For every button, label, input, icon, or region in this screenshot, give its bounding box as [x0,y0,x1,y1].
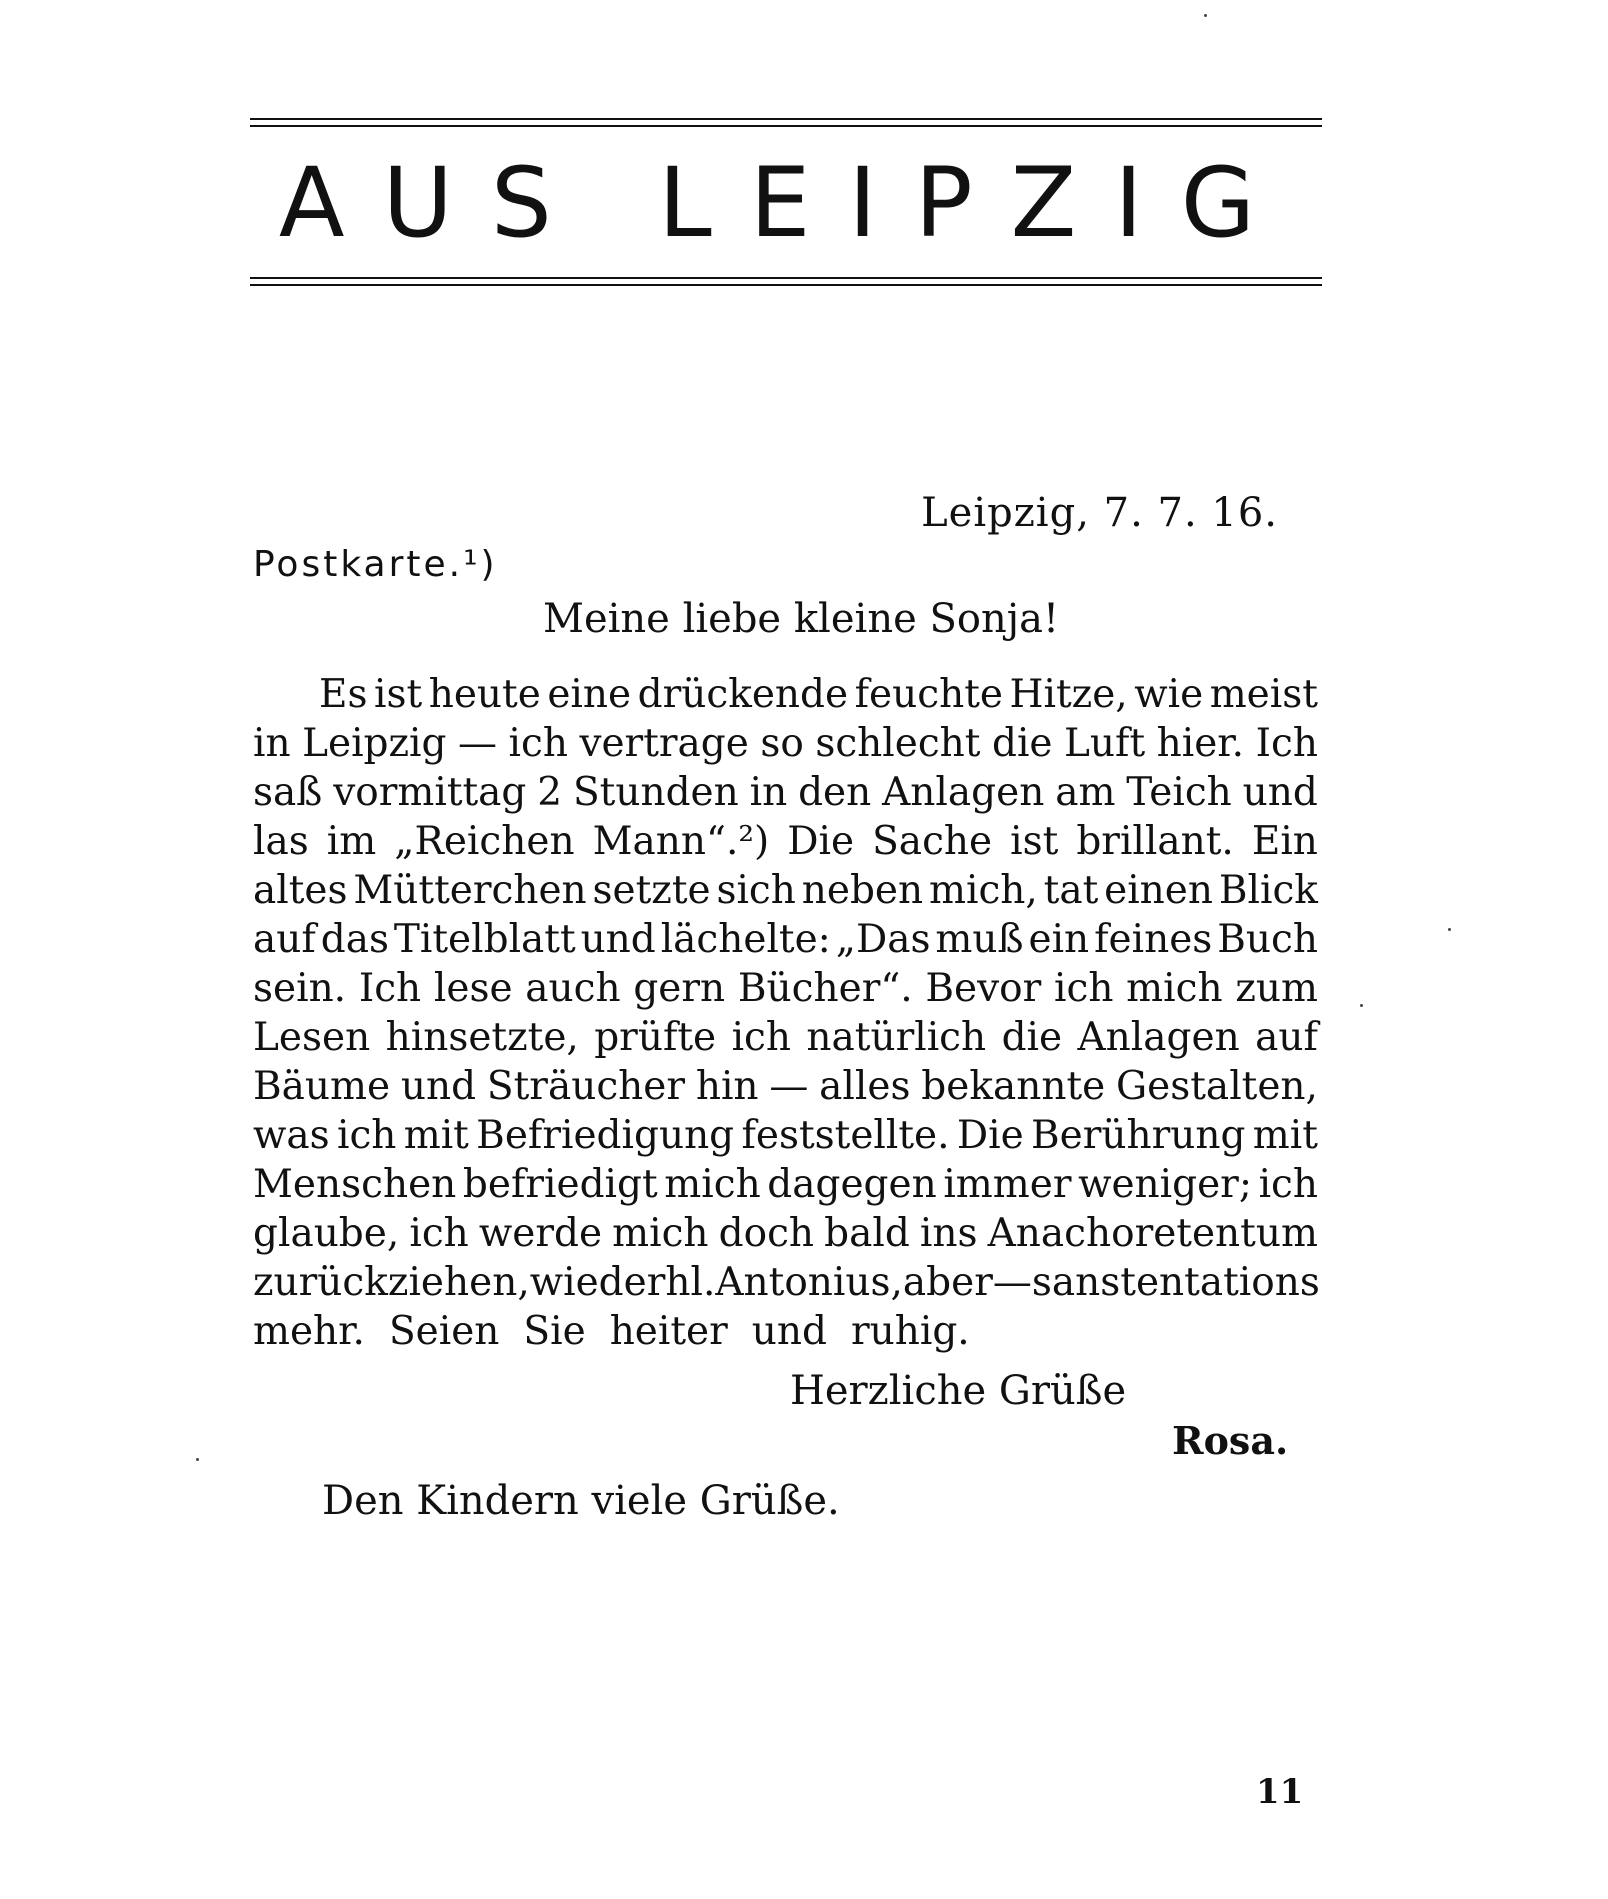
body-line: sein. Ich lese auch gern Bücher“. Bevor ich mich zum [253,966,1318,1011]
body-line: Menschen befriedigt mich dagegen immer weniger; ich [253,1162,1318,1207]
body-line: auf das Titelblatt und lächelte: „Das muß ein feines Buch [253,917,1318,962]
title-rule-bottom-inner [250,277,1322,279]
print-speck [1448,928,1451,931]
letter-body [253,670,1318,1356]
letter-closing: Herzliche Grüße [790,1368,1127,1414]
title-rule-bottom [250,284,1322,286]
body-line: las im „Reichen Mann“.²) Die Sache ist brillant. Ein [253,819,1318,864]
body-line: was ich mit Befriedigung feststellte. Die Berührung mit [253,1113,1318,1158]
body-line: Bäume und Sträucher hin — alles bekannte Gestalten, [253,1064,1318,1109]
postcard-note: Postkarte.¹) [253,544,498,585]
body-line: in Leipzig — ich vertrage so schlecht die Luft hier. Ich [253,721,1318,766]
body-line: saß vormittag 2 Stunden in den Anlagen am Teich und [253,770,1318,815]
title-band [250,118,1322,286]
body-line: zurückziehen, wie der hl. Antonius, aber — sans tentations [253,1260,1320,1305]
print-speck [1360,1004,1363,1007]
print-speck [196,1458,199,1461]
body-line: Lesen hinsetzte, prüfte ich natürlich die Anlagen auf [253,1015,1318,1060]
chapter-title: AUS LEIPZIG [278,147,1294,259]
print-speck [1204,14,1207,17]
letter-signature: Rosa. [1172,1418,1289,1463]
body-line: glaube, ich werde mich doch bald ins Anachoretentum [253,1211,1318,1256]
page-number: 11 [1256,1772,1304,1812]
letter-postscript: Den Kindern viele Grüße. [322,1478,840,1524]
body-line: Es ist heute eine drückende feuchte Hitze, wie meist [319,672,1318,717]
body-line: altes Mütterchen setzte sich neben mich, tat einen Blick [253,868,1318,913]
letter-dateline: Leipzig, 7. 7. 16. [921,490,1278,536]
title-rule-top [250,118,1322,120]
body-line: mehr. Seien Sie heiter und ruhig. [253,1309,970,1354]
letter-greeting: Meine liebe kleine Sonja! [543,596,1060,642]
